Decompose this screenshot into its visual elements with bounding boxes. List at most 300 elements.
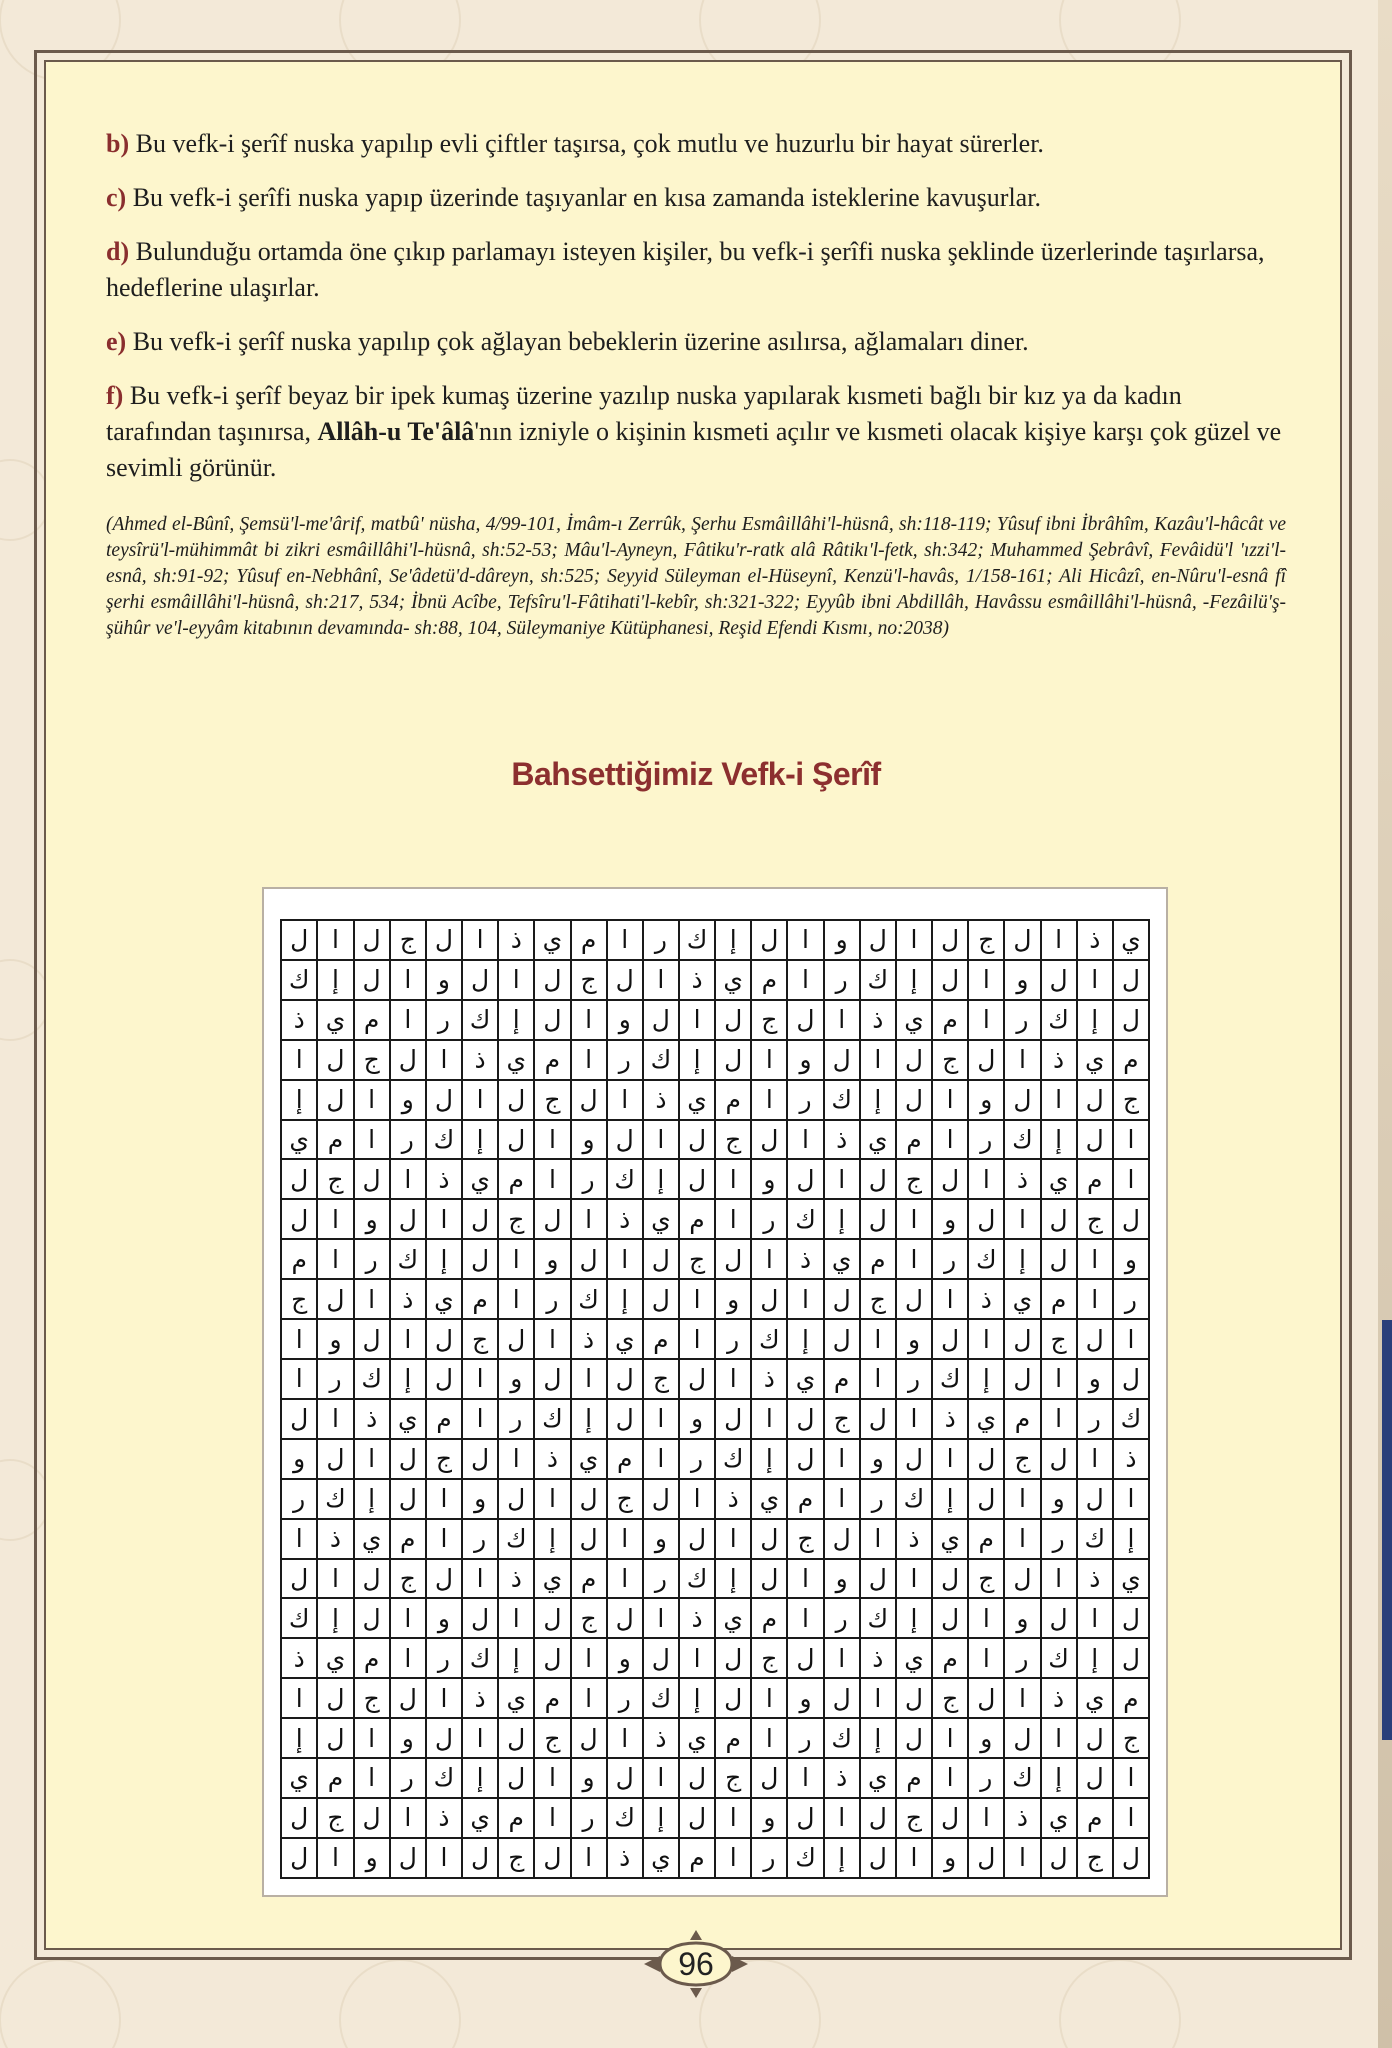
grid-cell: ا — [896, 920, 932, 960]
grid-cell: ا — [571, 1199, 607, 1239]
grid-cell: ل — [679, 1120, 715, 1160]
grid-cell: ا — [1113, 1758, 1149, 1798]
grid-cell: ا — [1113, 1120, 1149, 1160]
grid-cell: ل — [534, 1838, 570, 1878]
grid-cell: ا — [1077, 1439, 1113, 1479]
grid-row — [281, 1798, 1149, 1838]
paragraph-b — [106, 126, 1286, 162]
grid-cell: و — [354, 1838, 390, 1878]
grid-cell: ا — [860, 1519, 896, 1559]
grid-cell: م — [1041, 1279, 1077, 1319]
grid-cell: ا — [787, 1598, 823, 1638]
grid-cell: ا — [498, 1239, 534, 1279]
grid-cell: ا — [390, 1000, 426, 1040]
grid-cell: و — [571, 1120, 607, 1160]
grid-cell: ج — [932, 1678, 968, 1718]
grid-cell: ر — [751, 1199, 787, 1239]
grid-cell: إ — [896, 960, 932, 1000]
grid-cell: ا — [317, 920, 353, 960]
grid-cell: ا — [426, 1519, 462, 1559]
grid-cell: ا — [824, 1798, 860, 1838]
grid-cell: ل — [787, 1159, 823, 1199]
grid-cell: ذ — [787, 1239, 823, 1279]
grid-cell: ا — [679, 1638, 715, 1678]
grid-cell: ا — [787, 1758, 823, 1798]
grid-cell: م — [1077, 1798, 1113, 1838]
paragraph-c — [106, 180, 1286, 216]
grid-cell: ا — [715, 1199, 751, 1239]
grid-cell: ل — [932, 960, 968, 1000]
grid-cell: إ — [860, 1080, 896, 1120]
grid-cell: ا — [354, 1080, 390, 1120]
grid-cell: م — [932, 1000, 968, 1040]
grid-cell: ل — [1041, 960, 1077, 1000]
grid-cell: ا — [824, 1159, 860, 1199]
grid-cell: و — [932, 1838, 968, 1878]
grid-cell: ا — [317, 1838, 353, 1878]
grid-cell: ل — [679, 1798, 715, 1838]
grid-cell: ذ — [607, 1838, 643, 1878]
grid-cell: م — [390, 1519, 426, 1559]
grid-cell: ا — [787, 920, 823, 960]
grid-cell: ا — [968, 1798, 1004, 1838]
grid-cell: ر — [643, 1559, 679, 1599]
grid-cell: ا — [824, 1439, 860, 1479]
grid-cell: ذ — [1004, 1159, 1040, 1199]
grid-cell: ل — [679, 1359, 715, 1399]
grid-cell: و — [390, 1080, 426, 1120]
paragraph-text: Bulunduğu ortamda öne çıkıp parlamayı isteyen kişiler, bu vefk-i şerîfi nuska şeklinde üzerlerinde taşırlarsa, hedeflerine ulaşırlar. — [106, 237, 1265, 302]
grid-cell: ا — [751, 1080, 787, 1120]
grid-cell: إ — [968, 1359, 1004, 1399]
paragraph-d — [106, 234, 1286, 306]
grid-cell: م — [281, 1239, 317, 1279]
grid-cell: ا — [1004, 1199, 1040, 1239]
grid-cell: ا — [571, 1678, 607, 1718]
grid-cell: م — [354, 1000, 390, 1040]
grid-cell: ل — [1041, 1598, 1077, 1638]
grid-cell: ي — [679, 1718, 715, 1758]
grid-cell: ا — [1004, 1519, 1040, 1559]
grid-cell: ا — [607, 1519, 643, 1559]
grid-cell: ل — [1077, 1718, 1113, 1758]
grid-cell: ك — [534, 1399, 570, 1439]
grid-cell: ك — [462, 1000, 498, 1040]
grid-cell: ي — [715, 960, 751, 1000]
grid-cell: إ — [317, 1598, 353, 1638]
grid-cell: ل — [571, 1080, 607, 1120]
grid-row — [281, 920, 1149, 960]
grid-cell: ا — [679, 1279, 715, 1319]
grid-cell: ل — [1113, 1359, 1149, 1399]
grid-cell: و — [968, 1718, 1004, 1758]
grid-cell: و — [281, 1439, 317, 1479]
grid-cell: م — [1113, 1040, 1149, 1080]
grid-cell: ل — [390, 1838, 426, 1878]
body-text — [106, 126, 1286, 662]
grid-cell: ذ — [860, 1000, 896, 1040]
grid-cell: ل — [679, 1159, 715, 1199]
grid-cell: ذ — [643, 1080, 679, 1120]
grid-cell: ك — [896, 1479, 932, 1519]
grid-cell: ا — [607, 1080, 643, 1120]
grid-cell: ا — [1004, 1479, 1040, 1519]
grid-cell: ل — [751, 1279, 787, 1319]
grid-cell: ج — [534, 1718, 570, 1758]
grid-cell: ا — [317, 1239, 353, 1279]
grid-cell: ا — [860, 1319, 896, 1359]
grid-cell: ا — [317, 1199, 353, 1239]
grid-cell: ذ — [860, 1638, 896, 1678]
grid-cell: ذ — [571, 1319, 607, 1359]
grid-cell: ا — [354, 1279, 390, 1319]
grid-cell: ج — [354, 1040, 390, 1080]
grid-cell: ا — [751, 1678, 787, 1718]
grid-cell: ل — [281, 920, 317, 960]
grid-cell: م — [751, 1598, 787, 1638]
grid-cell: ج — [896, 1159, 932, 1199]
grid-cell: ذ — [679, 960, 715, 1000]
grid-cell: ل — [860, 1159, 896, 1199]
grid-cell: ذ — [607, 1199, 643, 1239]
grid-cell: ل — [824, 1279, 860, 1319]
grid-cell: ك — [281, 960, 317, 1000]
grid-cell: ا — [751, 1040, 787, 1080]
grid-cell: ج — [824, 1399, 860, 1439]
grid-cell: ل — [715, 1000, 751, 1040]
grid-cell: ذ — [968, 1279, 1004, 1319]
grid-cell: ل — [787, 1000, 823, 1040]
grid-cell: ل — [1041, 1838, 1077, 1878]
grid-cell: ك — [787, 1199, 823, 1239]
grid-cell: ل — [1004, 1359, 1040, 1399]
grid-cell: ر — [607, 1040, 643, 1080]
grid-cell: ج — [932, 1040, 968, 1080]
grid-cell: ل — [317, 1040, 353, 1080]
grid-cell: ذ — [643, 1718, 679, 1758]
grid-cell: إ — [715, 920, 751, 960]
grid-cell: ي — [1041, 1159, 1077, 1199]
grid-cell: و — [824, 920, 860, 960]
grid-cell: ل — [968, 1040, 1004, 1080]
grid-cell: ل — [607, 1758, 643, 1798]
grid-cell: ك — [1041, 1000, 1077, 1040]
grid-cell: ل — [390, 1199, 426, 1239]
grid-cell: ا — [354, 1758, 390, 1798]
grid-row — [281, 1758, 1149, 1798]
grid-cell: ا — [1113, 1479, 1149, 1519]
grid-cell: ا — [968, 1638, 1004, 1678]
grid-cell: ل — [715, 1399, 751, 1439]
grid-cell: ل — [1113, 1000, 1149, 1040]
grid-cell: ي — [607, 1319, 643, 1359]
grid-cell: ك — [281, 1598, 317, 1638]
grid-cell: ذ — [426, 1159, 462, 1199]
grid-cell: ي — [1041, 1798, 1077, 1838]
grid-cell: ا — [751, 1399, 787, 1439]
paragraph-text: Bu vefk-i şerîf nuska yapılıp çok ağlayan bebeklerin üzerine asılırsa, ağlamaları diner. — [132, 327, 1029, 356]
grid-cell: ا — [1113, 1159, 1149, 1199]
grid-cell: ك — [390, 1239, 426, 1279]
grid-cell: ل — [896, 1678, 932, 1718]
grid-cell: ذ — [1041, 1040, 1077, 1080]
grid-cell: ل — [571, 1519, 607, 1559]
grid-cell: إ — [643, 1159, 679, 1199]
grid-cell: ذ — [281, 1638, 317, 1678]
grid-cell: م — [1113, 1678, 1149, 1718]
grid-cell: إ — [462, 1758, 498, 1798]
grid-cell: ل — [1113, 1638, 1149, 1678]
grid-cell: ل — [932, 1559, 968, 1599]
grid-cell: و — [1041, 1479, 1077, 1519]
grid-cell: ا — [896, 1199, 932, 1239]
grid-cell: ا — [751, 1718, 787, 1758]
grid-cell: ذ — [1077, 920, 1113, 960]
grid-cell: ر — [751, 1838, 787, 1878]
grid-cell: ك — [1113, 1399, 1149, 1439]
grid-cell: ل — [354, 1559, 390, 1599]
grid-cell: و — [1113, 1239, 1149, 1279]
grid-cell: ل — [1077, 1319, 1113, 1359]
grid-cell: ذ — [498, 920, 534, 960]
grid-cell: ك — [354, 1359, 390, 1399]
grid-cell: ل — [354, 920, 390, 960]
grid-cell: ا — [571, 1638, 607, 1678]
grid-cell: ا — [932, 1439, 968, 1479]
grid-cell: إ — [751, 1439, 787, 1479]
grid-cell: ر — [1004, 1000, 1040, 1040]
grid-row — [281, 960, 1149, 1000]
grid-cell: ذ — [679, 1598, 715, 1638]
grid-cell: ا — [1113, 1319, 1149, 1359]
grid-cell: ا — [1041, 1359, 1077, 1399]
grid-cell: ا — [968, 1000, 1004, 1040]
grid-cell: ذ — [534, 1439, 570, 1479]
grid-cell: ل — [824, 1040, 860, 1080]
grid-cell: ذ — [715, 1479, 751, 1519]
grid-cell: ا — [1077, 1598, 1113, 1638]
grid-cell: ي — [715, 1598, 751, 1638]
grid-cell: ل — [498, 1758, 534, 1798]
item-letter: f) — [106, 381, 124, 410]
grid-cell: ا — [498, 1279, 534, 1319]
grid-cell: ا — [860, 1040, 896, 1080]
grid-cell: ج — [426, 1439, 462, 1479]
grid-cell: ل — [281, 1399, 317, 1439]
grid-cell: ل — [534, 1000, 570, 1040]
grid-cell: ي — [571, 1439, 607, 1479]
grid-cell: إ — [607, 1279, 643, 1319]
grid-cell: ا — [1004, 1678, 1040, 1718]
grid-cell: ي — [390, 1399, 426, 1439]
grid-cell: ج — [390, 920, 426, 960]
grid-cell: ل — [354, 1798, 390, 1838]
grid-cell: ك — [787, 1838, 823, 1878]
grid-cell: و — [1077, 1359, 1113, 1399]
grid-cell: ا — [824, 1000, 860, 1040]
grid-cell: ل — [860, 1199, 896, 1239]
grid-cell: ا — [390, 1638, 426, 1678]
grid-cell: ل — [281, 1798, 317, 1838]
grid-cell: ا — [534, 1798, 570, 1838]
grid-row — [281, 1239, 1149, 1279]
grid-cell: إ — [1004, 1239, 1040, 1279]
grid-cell: ل — [498, 1479, 534, 1519]
grid-cell: ل — [715, 1040, 751, 1080]
grid-cell: ا — [715, 1838, 751, 1878]
grid-cell: و — [751, 1798, 787, 1838]
grid-cell: م — [571, 920, 607, 960]
page-number: 96 — [678, 1946, 714, 1982]
grid-cell: ل — [571, 1239, 607, 1279]
grid-cell: م — [498, 1159, 534, 1199]
paragraph-e — [106, 324, 1286, 360]
grid-cell: و — [787, 1040, 823, 1080]
grid-cell: ي — [751, 1479, 787, 1519]
grid-cell: ل — [534, 1199, 570, 1239]
grid-cell: م — [715, 1080, 751, 1120]
grid-cell: ج — [896, 1798, 932, 1838]
grid-cell: ا — [426, 1678, 462, 1718]
grid-cell: ذ — [1004, 1798, 1040, 1838]
grid-cell: ا — [390, 1319, 426, 1359]
grid-cell: ك — [426, 1120, 462, 1160]
bold-name: Allâh-u Te'âlâ — [317, 417, 475, 446]
grid-cell: ك — [1004, 1120, 1040, 1160]
grid-cell: ا — [1041, 1399, 1077, 1439]
grid-cell: ل — [498, 1718, 534, 1758]
grid-cell: ل — [1113, 1838, 1149, 1878]
grid-cell: ي — [281, 1758, 317, 1798]
grid-cell: ج — [571, 960, 607, 1000]
grid-cell: ل — [968, 1439, 1004, 1479]
grid-cell: ا — [317, 1559, 353, 1599]
grid-cell: ا — [534, 1758, 570, 1798]
grid-cell: ر — [426, 1000, 462, 1040]
grid-cell: ج — [715, 1120, 751, 1160]
grid-cell: ي — [860, 1758, 896, 1798]
grid-cell: ل — [534, 960, 570, 1000]
grid-cell: ل — [354, 1598, 390, 1638]
grid-cell: ا — [1077, 1279, 1113, 1319]
grid-cell: ل — [390, 1439, 426, 1479]
grid-cell: ل — [679, 1758, 715, 1798]
grid-cell: ا — [1041, 1559, 1077, 1599]
grid-cell: ي — [896, 1000, 932, 1040]
grid-cell: ل — [1041, 1239, 1077, 1279]
grid-cell: ل — [354, 1159, 390, 1199]
grid-cell: ل — [426, 1718, 462, 1758]
grid-cell: ا — [860, 1359, 896, 1399]
grid-cell: ل — [317, 1279, 353, 1319]
grid-row — [281, 1718, 1149, 1758]
grid-cell: إ — [571, 1399, 607, 1439]
grid-cell: م — [787, 1479, 823, 1519]
grid-cell: ا — [932, 1718, 968, 1758]
grid-cell: ر — [571, 1798, 607, 1838]
grid-cell: و — [317, 1319, 353, 1359]
grid-cell: ك — [860, 960, 896, 1000]
grid-cell: ي — [534, 920, 570, 960]
grid-cell: ل — [1004, 920, 1040, 960]
grid-cell: ل — [643, 1239, 679, 1279]
grid-cell: ي — [498, 1678, 534, 1718]
grid-cell: ا — [679, 1319, 715, 1359]
grid-cell: م — [571, 1559, 607, 1599]
grid-cell: ج — [751, 1638, 787, 1678]
grid-cell: ل — [317, 1080, 353, 1120]
grid-cell: ل — [317, 1718, 353, 1758]
grid-cell: ل — [1004, 1080, 1040, 1120]
grid-cell: ل — [715, 1638, 751, 1678]
grid-cell: إ — [498, 1000, 534, 1040]
grid-cell: إ — [1077, 1000, 1113, 1040]
grid-cell: ل — [281, 1559, 317, 1599]
grid-cell: م — [534, 1678, 570, 1718]
grid-row — [281, 1080, 1149, 1120]
grid-row — [281, 1559, 1149, 1599]
grid-cell: ر — [643, 920, 679, 960]
grid-cell: إ — [354, 1479, 390, 1519]
grid-cell: ل — [824, 1319, 860, 1359]
grid-cell: ا — [462, 1718, 498, 1758]
grid-cell: ر — [824, 960, 860, 1000]
grid-cell: ل — [1004, 1559, 1040, 1599]
grid-cell: ا — [1077, 1239, 1113, 1279]
grid-cell: ا — [354, 1120, 390, 1160]
grid-cell: ا — [426, 1838, 462, 1878]
grid-cell: إ — [824, 1199, 860, 1239]
grid-cell: ك — [824, 1080, 860, 1120]
grid-cell: ل — [462, 1598, 498, 1638]
grid-cell: ا — [607, 1559, 643, 1599]
page-edge-accent — [1382, 1320, 1392, 1740]
grid-cell: ا — [390, 1798, 426, 1838]
grid-cell: ي — [462, 1159, 498, 1199]
grid-cell: ا — [968, 1319, 1004, 1359]
grid-cell: ذ — [281, 1000, 317, 1040]
grid-cell: ل — [896, 1279, 932, 1319]
grid-cell: ي — [1004, 1279, 1040, 1319]
grid-cell: ل — [498, 1120, 534, 1160]
grid-cell: ا — [1077, 960, 1113, 1000]
grid-cell: ل — [426, 1359, 462, 1399]
grid-cell: ل — [968, 1479, 1004, 1519]
grid-cell: إ — [426, 1239, 462, 1279]
grid-cell: ذ — [1077, 1559, 1113, 1599]
item-letter: e) — [106, 327, 127, 356]
grid-cell: ل — [751, 1758, 787, 1798]
grid-cell: ي — [462, 1798, 498, 1838]
grid-cell: ذ — [426, 1798, 462, 1838]
grid-cell: م — [317, 1758, 353, 1798]
grid-cell: ا — [715, 1519, 751, 1559]
grid-cell: ر — [1004, 1638, 1040, 1678]
grid-cell: و — [751, 1159, 787, 1199]
grid-row — [281, 1319, 1149, 1359]
grid-cell: ا — [715, 1798, 751, 1838]
grid-cell: ذ — [1041, 1678, 1077, 1718]
grid-cell: و — [1004, 1598, 1040, 1638]
grid-cell: ل — [896, 1040, 932, 1080]
grid-cell: ا — [787, 1120, 823, 1160]
grid-cell: و — [1004, 960, 1040, 1000]
grid-cell: إ — [896, 1598, 932, 1638]
grid-cell: ل — [1004, 1718, 1040, 1758]
grid-cell: م — [824, 1359, 860, 1399]
grid-cell: م — [896, 1120, 932, 1160]
vefk-grid — [280, 919, 1150, 1879]
